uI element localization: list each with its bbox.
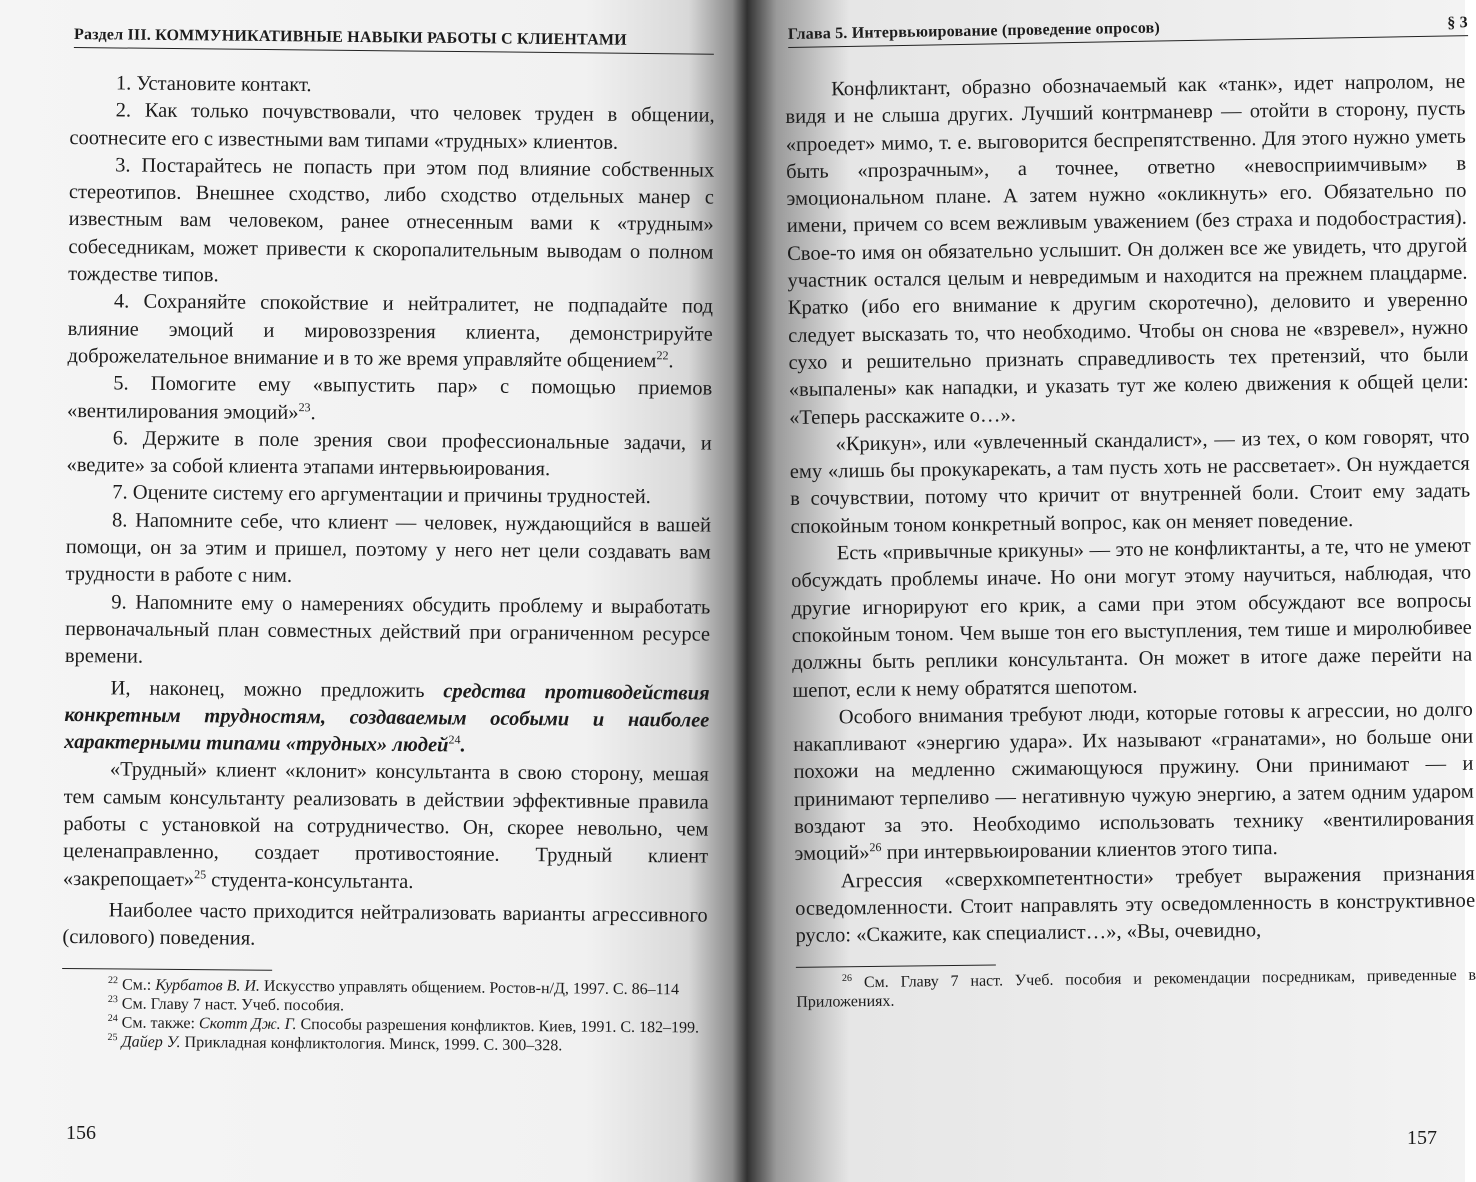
footnote-24: $^{24}$ См. также: Скотт Дж. Г. Способы разрешения конфликтов. Киев, 1991. С. 182–199. [107, 1012, 700, 1037]
paragraph: 2. Как только почувствовали, что человек труден в общении, соотнесите его с известными вам типами «трудных» клиентов. [69, 99, 715, 154]
footnote-ref: 24 [448, 732, 461, 747]
paragraph: 3. Постарайтесь не попасть при этом под влияние собственных стереотипов. Внешнее сходство, либо сходство отдельных манер с известным вам человеком, ранее отнесенным вами к «трудным» собеседникам, может привести к скоропалительным выводам о полном тождестве типов. [68, 154, 715, 287]
paragraph: 5. Помогите ему «выпустить пар» с помощью приемов «вентилирования эмоций»$^{23}$. [66, 372, 713, 424]
section-mark: § 3 [1447, 14, 1469, 32]
paragraph-text: И, наконец, можно предложить [110, 676, 425, 702]
footnote-ref: 25 [194, 866, 207, 881]
paragraph-text: 4. Сохраняйте спокойствие и нейтралитет, не подпадайте под влияние эмоций и мировоззрения клиента, демонстрируйте доброжелательное внимание и в то же время управляйте общением [67, 290, 714, 373]
footnote-26: $^{26}$ См. Главу 7 наст. Учеб. пособия и рекомендации посредникам, приведенные в Приложениях. [796, 966, 1476, 1011]
left-running-head [74, 26, 714, 55]
right-page-text [785, 69, 1476, 1012]
left-page [0, 0, 735, 1182]
page-number-left: 156 [66, 1122, 96, 1144]
emphasis-text: средства противодействия конкретным трудностям, создаваемым особыми и наиболее характерными типами «трудных» людей [64, 679, 710, 757]
paragraph: «Крикун», или «увлеченный скандалист», — из тех, о ком говорят, что ему «лишь бы прокукарекать, а там пусть хоть не рассветает». Он нуждается в сочувствии, потому что кричит от внутренней боли. Стоит ему задать спокойным тоном конкретный вопрос, как он меняет поведение. [789, 425, 1471, 538]
paragraph: 9. Напомните ему о намерениях обсудить проблему и выработать первоначальный план совместных действий при ограниченном ресурсе времени. [64, 591, 711, 668]
right-running-head-text: Глава 5. Интервьюирование (проведение опросов) [787, 19, 1161, 43]
paragraph-text: Особого внимания требуют люди, которые готовы к агрессии, но долго накапливают «энергию удара». Их называют «гранатами», но больше они похожи на медленно сжимающуюся пружину. Они принимают — и принимают терпеливо — негативную чужую энергию, а затем одним ударом воздают за это. Необходимо использовать технику «вентилирования эмоций» [793, 698, 1475, 866]
paragraph: И, наконец, можно предложить средства противодействия конкретным трудностям, создаваемым особыми и наиболее характерными типами «трудных» людей$^{24}$. [64, 676, 710, 757]
left-running-head-text: Раздел III. КОММУНИКАТИВНЫЕ НАВЫКИ РАБОТЫ С КЛИЕНТАМИ [73, 26, 627, 49]
paragraph-text: при интервьюировании клиентов этого типа. [886, 837, 1278, 865]
paragraph: Конфликтант, образно обозначаемый как «танк», идет напролом, не видя и не слыша других. Лучший контрманевр — отойти в сторону, пусть «проедет» мимо, т. е. выговорится беспрепятственно. Для этого нужно уметь быть «прозрачным», а точнее, ответно «невосприимчивым» в эмоциональном плане. А затем нужно «окликнуть» его. Обязательно по имени, причем со всем вежливым уважением (без страха и подобострастия). Свое-то имя он обязательно услышит. Он должен все же увидеть, что другой участник остался целым и невредимым и находится на прежнем плацдарме. Кратко (ибо его внимание к другим скоротечно), деловито и уверенно следует высказать то, что необходимо. Чтобы он снова не «взревел», нужно сухо и решительно признать справедливость тех претензий, что были «выпалены» как нападки, и указать тут же колею движения к общей цели: «Теперь расскажите о…». [785, 70, 1469, 429]
footnote-22: $^{22}$ См.: Курбатов В. И. Искусство управлять общением. Ростов-н/Д, 1997. С. 86–114 [108, 974, 680, 998]
page-number-right: 157 [1407, 1127, 1437, 1149]
right-page [740, 0, 1476, 1182]
footnote-ref: 22 [656, 348, 669, 363]
paragraph: 4. Сохраняйте спокойствие и нейтралитет, не подпадайте под влияние эмоций и мировоззрения клиента, демонстрируйте доброжелательное внимание и в то же время управляйте общением$^{22}$. [67, 290, 714, 373]
paragraph [63, 756, 709, 898]
footnote-ref: 23 [298, 399, 311, 414]
paragraph [793, 696, 1475, 868]
paragraph: 8. Напомните себе, что клиент — человек, нуждающийся в вашей помощи, он за этим и пришел, поэтому у него нет цели создавать вам трудности в работе с ним. [65, 509, 712, 588]
left-page-text [61, 70, 715, 1056]
footnote-divider [62, 967, 272, 970]
paragraph-text: «Трудный» клиент «клонит» консультанта в свою сторону, мешая тем самым консультанту реализовать в действии эффективные правила работы с установкой на сотрудничество. Он, скорее невольно, чем целенаправленно, создает противостояние. Трудный клиент «закрепощает» [62, 758, 709, 891]
paragraph: 6. Держите в поле зрения свои профессиональные задачи, и «ведите» за собой клиента этапами интервьюирования. [66, 427, 712, 481]
paragraph: 1. Установите контакт. [115, 72, 312, 97]
paragraph: 7. Оцените систему его аргументации и причины трудностей. [112, 481, 651, 509]
footnote-25: $^{25}$ Дайер У. Прикладная конфликтология. Минск, 1999. С. 300–328. [107, 1031, 563, 1054]
footnote-divider [796, 964, 996, 967]
paragraph: Наиболее часто приходится нейтрализовать варианты агрессивного (силового) поведения. [62, 899, 708, 950]
paragraph: Агрессия «сверхкомпетентности» требует выражения признания осведомленности. Стоит направлять эту осведомленность в конструктивное русло: «Скажите, как специалист…», «Вы, очевидно, [795, 862, 1476, 948]
footnote-ref: 26 [869, 840, 882, 855]
paragraph-text: 5. Помогите ему «выпустить пар» с помощью приемов «вентилирования эмоций» [66, 372, 713, 424]
right-running-head [788, 14, 1468, 48]
paragraph-text: студента-консультанта. [211, 868, 414, 893]
footnote-23: $^{23}$ См. Главу 7 наст. Учеб. пособия. [107, 993, 345, 1014]
paragraph: Есть «привычные крикуны» — это не конфликтанты, а те, что не умеют обсуждать проблемы иначе. Но они могут этому научиться, наблюдая, что другие игнорируют его крик, а сами при этом обсуждают все вопросы спокойным тоном. Чем выше тон его выступления, тем тише и миролюбивее должны быть реплики консультанта. Он может в итоге даже перейти на шепот, если к нему обратятся шепотом. [791, 534, 1473, 702]
